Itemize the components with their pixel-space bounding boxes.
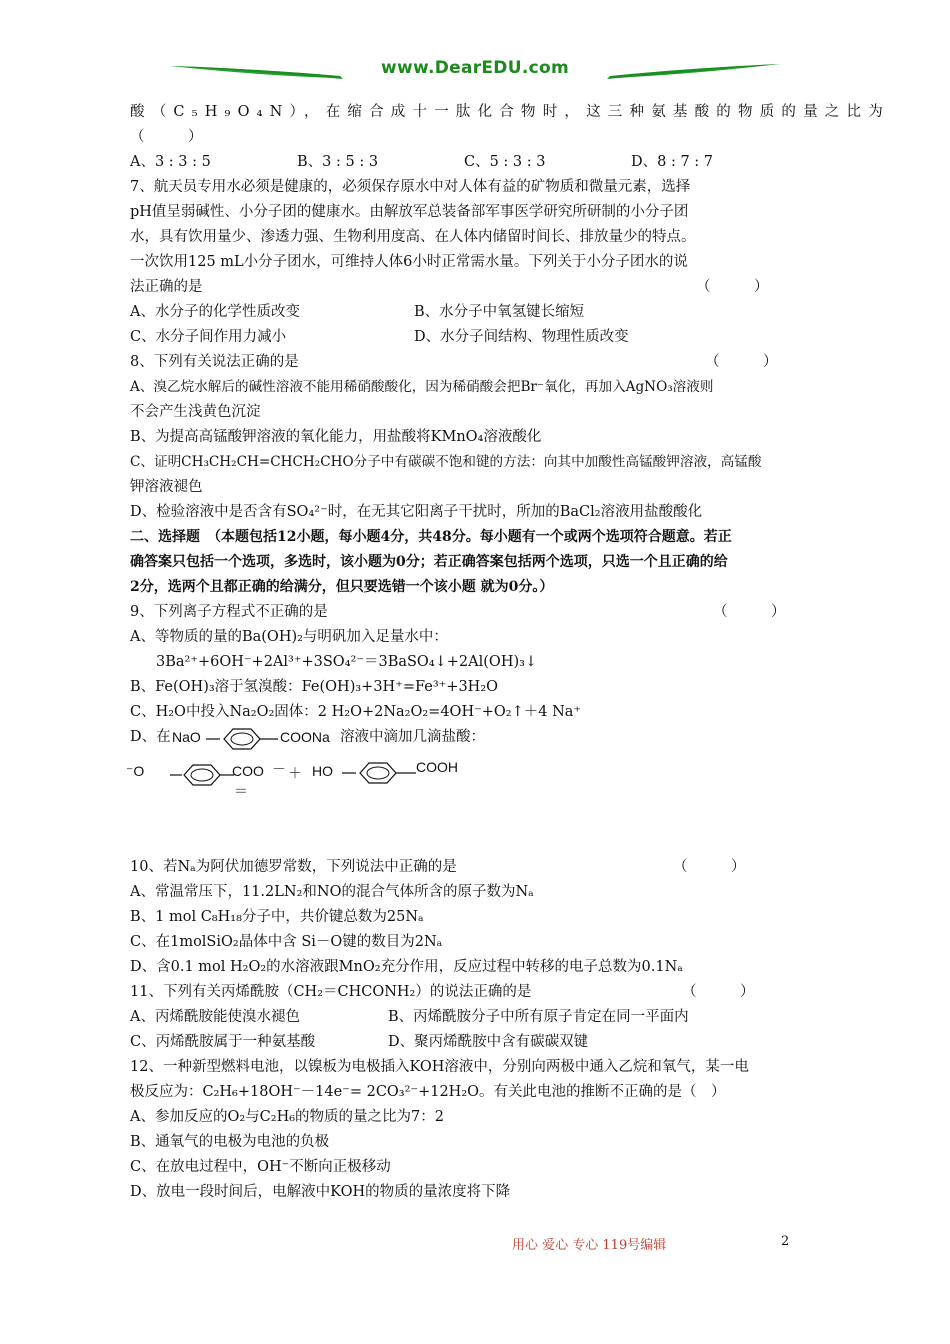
q12-stem-line: 极反应为：C₂H₆+18OH⁻－14e⁻= 2CO₃²⁻+12H₂O。有关此电池的推断不正确的是（ ） — [130, 1084, 726, 1100]
page-number: 2 — [781, 1234, 790, 1249]
q9-option-d-suffix: 溶液中滴加几滴盐酸： — [340, 729, 485, 745]
q10-option-b: B、1 mol C₈H₁₈分子中，共价键总数为25Nₐ — [130, 909, 424, 925]
section-2-heading: 二、选择题 （本题包括12小题，每小题4分，共48分。每小题有一个或两个选项符合题意。若正 — [130, 529, 732, 545]
q8-option-d: D、检验溶液中是否含有SO₄²⁻时，在无其它阳离子干扰时，所加的BaCl₂溶液用盐酸酸化 — [130, 504, 703, 520]
q11-option-d: D、聚丙烯酰胺中含有碳碳双键 — [388, 1034, 589, 1050]
q8-option-a: A、溴乙烷水解后的碱性溶液不能用稀硝酸酸化，因为稀硝酸会把Br⁻氧化，再加入AgNO₃溶液则 — [130, 379, 714, 395]
q6-option-c: C、5 : 3 : 3 — [464, 154, 546, 170]
footer-editor-note: 用心 爱心 专心 119号编辑 — [512, 1238, 667, 1253]
q7-option-d: D、水分子间结构、物理性质改变 — [414, 329, 629, 345]
q7-stem-line: 一次饮用125 mL小分子团水，可维持人体6小时正常需水量。下列关于小分子团水的说 — [130, 254, 688, 270]
q8-option-a-cont: 不会产生浅黄色沉淀 — [130, 404, 261, 420]
site-url-logo[interactable]: www.DearEDU.com — [381, 58, 569, 78]
q11-answer-paren: （ ） — [682, 984, 755, 1000]
q6-options — [130, 150, 822, 175]
section-2-instructions: 2分，选两个且都正确的给满分，但只要选错一个该小题 就为0分。） — [130, 579, 554, 595]
q9-stem-text: 9、下列离子方程式不正确的是 — [130, 604, 328, 620]
charge-minus: － — [272, 761, 286, 777]
q12-option-c: C、在放电过程中，OH⁻不断向正极移动 — [130, 1159, 391, 1175]
carboxylic-acid-label: COOH — [416, 759, 458, 775]
reaction-equals-sign: ＝ — [234, 783, 248, 799]
carboxylate-label: COO — [232, 763, 264, 779]
q11-option-b: B、丙烯酰胺分子中所有原子肯定在同一平面内 — [388, 1009, 689, 1025]
hydroxyl-label: HO — [312, 763, 333, 779]
q7-answer-paren: （ ） — [696, 279, 769, 295]
q11-options-row — [130, 1030, 822, 1055]
q11-options-row — [130, 1005, 822, 1030]
q7-options-row — [130, 325, 822, 350]
benzene-ring-structure — [170, 763, 240, 787]
q7-stem-end: 法正确的是 — [130, 279, 203, 295]
q7-stem-line: 7、航天员专用水必须是健康的，必须保存原水中对人体有益的矿物质和微量元素，选择 — [130, 179, 691, 195]
q8-answer-paren: （ ） — [705, 354, 778, 370]
q11-option-c: C、丙烯酰胺属于一种氨基酸 — [130, 1034, 316, 1050]
q10-option-d: D、含0.1 mol H₂O₂的水溶液跟MnO₂充分作用，反应过程中转移的电子总数为0.1Nₐ — [130, 959, 683, 975]
q9-option-b: B、Fe(OH)₃溶于氢溴酸：Fe(OH)₃+3H⁺=Fe³⁺+3H₂O — [130, 679, 499, 695]
q7-option-a: A、水分子的化学性质改变 — [130, 304, 300, 320]
plus-sign: ＋ — [288, 765, 302, 781]
q6-stem-end: 酸（C₅H₉O₄N），在缩合成十一肽化合物时，这三种氨基酸的物质的量之比为 — [130, 104, 890, 120]
section-2-instructions: 确答案只包括一个选项，多选时，该小题为0分；若正确答案包括两个选项，只选一个且正确的给 — [130, 554, 728, 570]
q10-answer-paren: （ ） — [673, 859, 746, 875]
naO-label: NaO — [172, 729, 201, 745]
q8-stem-text: 8、下列有关说法正确的是 — [130, 354, 299, 370]
q8-option-c: C、证明CH₃CH₂CH=CHCH₂CHO分子中有碳碳不饱和键的方法：向其中加酸性高锰酸钾溶液，高锰酸 — [130, 454, 762, 470]
exam-page-content — [126, 100, 890, 1205]
q7-stem-line: pH值呈弱碱性、小分子团的健康水。由解放军总装备部军事医学研究所研制的小分子团 — [130, 204, 689, 220]
q11-stem-text: 11、下列有关丙烯酰胺（CH₂＝CHCONH₂）的说法正确的是 — [130, 984, 532, 1000]
q12-option-b: B、通氧气的电极为电池的负极 — [130, 1134, 330, 1150]
benzene-ring-structure — [342, 761, 422, 785]
coona-label: COONa — [280, 729, 330, 745]
q8-stem — [130, 350, 822, 375]
q6-option-d: D、8 : 7 : 7 — [631, 154, 714, 170]
q10-stem — [130, 855, 822, 880]
q7-options-row — [130, 300, 822, 325]
q11-stem — [130, 980, 822, 1005]
site-header — [165, 56, 785, 90]
q7-option-b: B、水分子中氧氢键长缩短 — [414, 304, 585, 320]
benzene-ring-structure — [206, 727, 286, 751]
q7-option-c: C、水分子间作用力减小 — [130, 329, 287, 345]
q11-option-a: A、丙烯酰胺能使溴水褪色 — [130, 1009, 300, 1025]
q8-option-c-cont: 钾溶液褪色 — [130, 479, 203, 495]
q6-answer-paren: （ ） — [130, 129, 203, 145]
q12-option-a: A、参加反应的O₂与C₂H₆的物质的量之比为7：2 — [130, 1109, 444, 1125]
q7-stem-line: 水，具有饮用量少、渗透力强、生物利用度高、在人体内储留时间长、排放量少的特点。 — [130, 229, 696, 245]
q10-stem-text: 10、若Nₐ为阿伏加德罗常数，下列说法中正确的是 — [130, 859, 457, 875]
q9-option-a-equation: 3Ba²⁺+6OH⁻+2Al³⁺+3SO₄²⁻＝3BaSO₄↓+2Al(OH)₃↓ — [156, 654, 538, 670]
phenolate-o-label: ⁻O — [126, 763, 145, 779]
q6-option-a: A、3 : 3 : 5 — [130, 154, 211, 170]
q12-option-d: D、放电一段时间后，电解液中KOH的物质的量浓度将下降 — [130, 1184, 511, 1200]
q9-answer-paren: （ ） — [713, 604, 786, 620]
q8-option-b: B、为提高高锰酸钾溶液的氧化能力，用盐酸将KMnO₄溶液酸化 — [130, 429, 542, 445]
q9-option-d — [130, 725, 822, 753]
q10-option-c: C、在1molSiO₂晶体中含 Si－O键的数目为2Nₐ — [130, 934, 443, 950]
q10-option-a: A、常温常压下，11.2LN₂和NO的混合气体所含的原子数为Nₐ — [130, 884, 534, 900]
q9-option-d-equation — [126, 753, 822, 813]
q9-option-d-prefix: D、在 — [130, 729, 171, 745]
q9-option-c: C、H₂O中投入Na₂O₂固体：2 H₂O+2Na₂O₂=4OH⁻+O₂↑＋4 Na⁺ — [130, 704, 582, 720]
q7-stem-line — [130, 275, 822, 300]
q6-option-b: B、3 : 5 : 3 — [297, 154, 379, 170]
q9-option-a: A、等物质的量的Ba(OH)₂与明矾加入足量水中： — [130, 629, 448, 645]
q9-stem — [130, 600, 822, 625]
q12-stem-line: 12、一种新型燃料电池，以镍板为电极插入KOH溶液中，分别向两极中通入乙烷和氧气，某一电 — [130, 1059, 749, 1075]
